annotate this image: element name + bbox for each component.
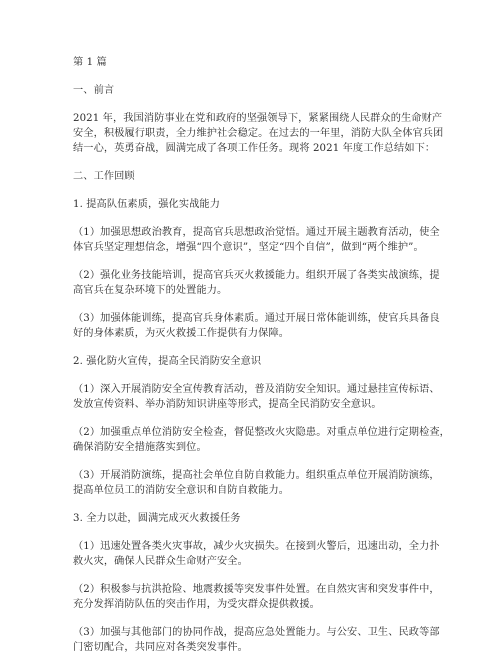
paragraph [73, 382, 440, 412]
document-body [73, 55, 450, 668]
text-line: 发放宣传资料、举办消防知识讲座等形式，提高全民消防安全意识。 [73, 399, 382, 410]
paragraph [73, 539, 440, 569]
text-line: 好的身体素质，为灭火救援工作提供有力保障。 [73, 328, 290, 339]
page-label: 第 1 篇 [73, 57, 107, 68]
text-line: （2）强化业务技能培训，提高官兵灭火救援能力。组织开展了各类实战演练，提 [73, 270, 440, 281]
paragraph [73, 425, 450, 455]
paragraph [73, 311, 440, 341]
paragraph [73, 468, 440, 498]
text-line: 充分发挥消防队伍的突击作用，为受灾群众提供救援。 [73, 599, 320, 610]
text-line: （1）深入开展消防安全宣传教育活动，普及消防安全知识。通过悬挂宣传标语、 [73, 384, 440, 395]
text-line: 2. 强化防火宣传，提高全民消防安全意识 [73, 356, 262, 367]
text-line: 高官兵在复杂环境下的处置能力。 [73, 285, 228, 296]
text-line: 结一心，英勇奋战，圆满完成了各项工作任务。现将 2021 年度工作总结如下： [73, 143, 436, 154]
text-line: （1）加强思想政治教育，提高官兵思想政治觉悟。通过开展主题教育活动，使全 [73, 227, 440, 238]
section-heading: 一、前言 [73, 85, 115, 96]
text-line: 安全，积极履行职责，全力维护社会稳定。在过去的一年里，消防大队全体官兵团 [73, 128, 444, 139]
text-line: （3）开展消防演练，提高社会单位自防自救能力。组织重点单位开展消防演练， [73, 470, 440, 481]
text-line: 提高单位员工的消防安全意识和自防自救能力。 [73, 485, 290, 496]
paragraph [73, 225, 440, 255]
paragraph [73, 582, 440, 612]
text-line: 2021 年，我国消防事业在党和政府的坚强领导下，紧紧围绕人民群众的生命财产 [73, 113, 443, 124]
text-line: 1. 提高队伍素质，强化实战能力 [73, 199, 220, 210]
text-line: 3. 全力以赴，圆满完成灭火救援任务 [73, 513, 241, 524]
text-line: （3）加强与其他部门的协同作战，提高应急处置能力。与公安、卫生、民政等部 [73, 627, 440, 638]
text-line: （3）加强体能训练，提高官兵身体素质。通过开展日常体能训练，使官兵具备良 [73, 313, 440, 324]
subsection-heading [73, 197, 435, 212]
text-line: （2）积极参与抗洪抢险、地震救援等突发事件处置。在自然灾害和突发事件中， [73, 584, 440, 595]
paragraph [73, 625, 440, 655]
subsection-heading [73, 511, 435, 526]
text-line: 救火灾，确保人民群众生命财产安全。 [73, 556, 248, 567]
text-line: 确保消防安全措施落实到位。 [73, 442, 207, 453]
text-line: 体官兵坚定理想信念，增强“四个意识”，坚定“四个自信”，做到“两个维护”。 [73, 242, 424, 253]
paragraph [73, 268, 440, 298]
subsection-heading [73, 354, 435, 369]
paragraph [73, 111, 444, 156]
text-line: 门密切配合，共同应对各类突发事件。 [73, 642, 248, 653]
text-line: （2）加强重点单位消防安全检查，督促整改火灾隐患。对重点单位进行定期检查， [73, 427, 450, 438]
text-line: （1）迅速处置各类火灾事故，减少火灾损失。在接到火警后，迅速出动，全力扑 [73, 541, 440, 552]
section-heading: 二、工作回顾 [73, 171, 135, 182]
